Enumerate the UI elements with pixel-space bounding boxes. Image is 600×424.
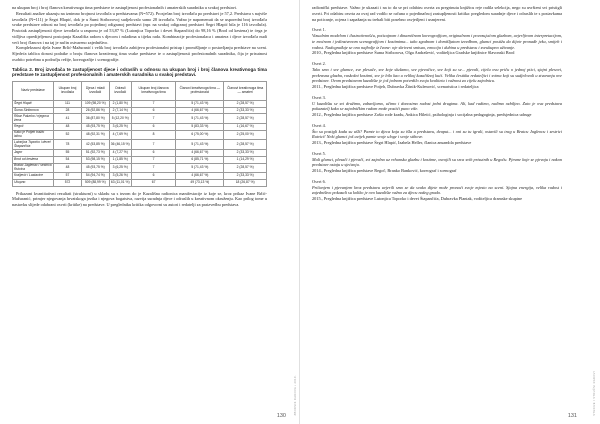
review-credit: 2014., Pregledna knjižica predstave Regoč, Branko Banković, koreograf i scenograf	[312, 168, 457, 173]
table-cell: 18 (26,87 %)	[224, 179, 267, 186]
table-row	[13, 107, 267, 114]
review-text: U kazalištu se svi družimo, zabavljamo, učimo i donosimo radost jedni drugima. Ali, kad radimo, radimo ozbiljno. Zato je ova predstava pokazatelj kako se zajedničkim radom može postići puno više.	[312, 100, 562, 112]
running-vertical-title: STUDIJE I STRUČNI RADOVI	[593, 371, 596, 416]
table-cell: 4 (7,69 %)	[109, 130, 131, 140]
table-row	[13, 179, 267, 186]
table-body	[13, 100, 267, 186]
performers-table	[12, 81, 267, 187]
table-cell: 2 (7,14 %)	[109, 107, 131, 114]
table-cell: 2 (33,33 %)	[224, 173, 267, 180]
paragraph: radionički predstave. Važno je ukazati i na to da se pri odabiru osvrta za pregrinutu knjižicu reje radila selekcija, nego su uvršteni svi pristigli osvrti. Pri odabiru osvrta za ovaj rad vodilo se računa o pojedinačnoj zastupljenosti kritika: pregledom suradnje djece i odraslih te s postavkama na poticanje, ocjena i zapažanja su trebali biti posebno osvjetljeni i usmjereni.	[312, 5, 562, 22]
table-row	[13, 114, 267, 124]
table-cell-title: Ukupno	[13, 179, 54, 186]
table-cell-title: Kraljević i Lastavice	[13, 173, 54, 180]
table-cell: 4 (66,67 %)	[176, 107, 224, 114]
table-cell: 2 (33,33 %)	[224, 150, 267, 157]
table-cell: 7	[131, 100, 176, 107]
table-cell-title: Šuma Striborova	[13, 107, 54, 114]
table-cell: 6	[131, 150, 176, 157]
table-cell: 572	[54, 179, 82, 186]
left-column	[12, 5, 267, 208]
table-cell: 28	[54, 107, 82, 114]
table-cell: 63 (11,01 %)	[109, 179, 131, 186]
table-cell: 3 (6,25 %)	[109, 124, 131, 131]
table-cell: 48 (92,31 %)	[82, 130, 110, 140]
table-cell: 36 (46,15 %)	[109, 140, 131, 150]
review-text: Mali glumci, plesači i pjevači, svi zajedno uz vrhunsku glazbu i kostime, osvojili su srca svih prisutnih u Regoču. Pjesme koje se pjevaju i nakon predstave ostaju u sjećanju.	[312, 156, 562, 168]
table-cell-title: Bratac Jaglenac i sestrica Rutvica	[14, 162, 52, 171]
table-cell: 509 (88,99 %)	[82, 179, 110, 186]
table-cell: 2 (33,33 %)	[224, 107, 267, 114]
table-cell: 5 (71,43 %)	[176, 140, 224, 150]
table-cell: 7	[131, 140, 176, 150]
table-cell: 2 (28,57 %)	[224, 140, 267, 150]
paragraph: Kompleksnost djela Ivane Brlić-Mažuranić i velik broj izvođača zahtijeva profesionalni pristup i promišljanje o postavljanju predstave na sceni. Sljedeća tablica donosi podatke o broju članova kreativnog tima svake predstave te o zastupljenosti profesionalnih suradnika, čija je prisutnost osobito potrebna u području režije, koreografije i scenografije.	[12, 45, 267, 62]
table-cell-title: Brod od kestena	[13, 156, 54, 163]
table-cell: 41	[54, 114, 82, 124]
paragraph: na ukupan broj i broj članova kreativnoga tima predstave te zastupljenost profesionalnih i amaterskih suradnika u svakoj predstavi.	[12, 5, 238, 10]
table-cell: 4 (66,67 %)	[176, 173, 224, 180]
table-cell: 54 (94,74 %)	[82, 173, 110, 180]
table-cell: 2 (1,80 %)	[109, 100, 131, 107]
table-row	[13, 150, 267, 157]
table-header: Članovi kreativnoga tima — amateri	[224, 82, 267, 101]
table-header: Djeca i mladi izvođači	[82, 82, 110, 101]
review-credit: 2013., Pregledna knjižica predstave Šegrt Hlapić, Izabela Heller, članica ansambla predstave	[312, 140, 472, 145]
review-heading: Osvrt 2.	[312, 61, 326, 66]
table-cell: 6 (85,71 %)	[176, 156, 224, 163]
table-cell: 7	[131, 163, 176, 173]
review-text: Tako smo i sve glumce, sve plesače, sve koje slušamo, sve pjevačice, sve koji su se... pjevali, cijelu ovu priču o jednoj ptici, sjajni plesovi, prekrasna glazba, raskošni kostimi, sve je bilo kao u velikoj kazališnoj kući. Velika čestitka redateljici i svima koji su sudjelovali u stvaranju ove predstave. Ovom predstavom kazalište je još jednom potvrdilo svoju kvalitetu i važnost za cijelu zajednicu.	[312, 66, 562, 84]
paragraph: Prikazani kvantitativni rezultati (strukturni) u skladu su s tezom do je Kazališna radionica manifestacije iz koje se, kroz prikaz Ivane Brlić-Mažuranić, primjer njegovanja hrvatskoga jezika i njegova bogatstva, razvija suradnja djece i odraslih u kreativnom okruženju. Kao prilog tome u nastavku slijede odabrani osvrti (kritike) na predstave. U pregledniku kritika odgovorni su autori i redatelji za praizvedbu predstava.	[12, 190, 267, 208]
page-number: 130	[276, 413, 286, 419]
table-cell: 4 (66,67 %)	[176, 150, 224, 157]
table-cell: 78	[54, 140, 82, 150]
table-cell: 51 (92,73 %)	[82, 150, 110, 157]
table-cell: 48	[54, 124, 82, 131]
table-cell: 3 (6,25 %)	[109, 163, 131, 173]
review-credit: 2010., Pregledna knjižica predstave Šuma Striborova, Olga Andrašević, voditeljica Gradske knjižnice Slavonski Brod	[312, 50, 515, 56]
table-cell: 1 (1,85 %)	[109, 156, 131, 163]
review-heading: Osvrt 4.	[312, 122, 326, 128]
table-header: Ukupan broj izvođača	[54, 82, 82, 101]
review-credit: 2012., Pregledna knjižica predstave Zašto rode kradu, Ankica Hiletić, psihologinja i socijalna pedagoginja, predsjednica udruge	[312, 112, 532, 117]
table-cell-title: Ribar Palunko i njegova žena	[13, 114, 54, 124]
table-cell: 5 (12,20 %)	[109, 114, 131, 124]
table-cell: 57	[54, 173, 82, 180]
table-row	[13, 100, 267, 107]
table-cell: 5 (71,43 %)	[176, 100, 224, 107]
review-text: Pričanjem i pjevanjem kroz predstavu uvjerili smo se da svako dijete može pronaći svoje mjesto na sceni. Sjajna energija, velika radost i zajedništvo pokazali su koliko je ovo kazalište važno za djecu našeg grada.	[312, 184, 562, 196]
table-cell: 36 (87,80 %)	[82, 114, 110, 124]
table-cell: 2 (28,57 %)	[224, 163, 267, 173]
table-header: Odrasli izvođači	[109, 82, 131, 101]
table-cell-title: Kako je Potjeh tražio istinu	[13, 130, 54, 140]
page-number: 131	[567, 413, 577, 419]
table-row	[13, 130, 267, 140]
table-cell: 54	[54, 156, 82, 163]
table-cell: 2 (25,00 %)	[224, 130, 267, 140]
table-cell: 2 (28,57 %)	[224, 100, 267, 107]
table-cell: 45 (93,75 %)	[82, 124, 110, 131]
table-cell: 53 (98,15 %)	[82, 156, 110, 163]
table-row	[13, 124, 267, 131]
table-row	[13, 163, 267, 173]
table-header: Članovi kreativnoga tima — profesionalci	[176, 82, 224, 101]
running-vertical-title: ZBORNIK RADOVA • 2019.	[294, 375, 297, 416]
right-column	[312, 5, 562, 202]
table-cell: 7	[131, 156, 176, 163]
table-cell: 4 (7,27 %)	[109, 150, 131, 157]
review-heading: Osvrt 6.	[312, 178, 326, 184]
table-cell-title: Jagor	[13, 150, 54, 157]
table-cell-title: Šegrt Hlapić	[13, 100, 54, 107]
table-cell: 5 (71,43 %)	[176, 163, 224, 173]
table-row	[13, 173, 267, 180]
table-cell: 7	[131, 114, 176, 124]
paragraph: Rezultati analize ukazuju na iznimno brojnost izvođača u predstavama (N=572). Prosječan broj izvođača po predstavi je 57,2. Predstava s najviše izvođača (N=111) je Šegrt Hlapić, dok je u Šumi Striborovoj sudjelovalo samo 28 izvođača. Važno je napomenuti da se usporedni broj izvođača svake predstave odnosi na broj izvođača po pojedinoj odigranoj predstavi (npr. na svakoj odigranoj predstavi Šegrt Hlapić bila je 116 izvođača). Postotak zastupljenosti djece izvođača u rasponu je od 53,87 % (Lutonjica Toporko i devet Štapančića) do 98,16 % (Brod od kestena) te ćega je vidljiva opredijeljenost postojanja Kazališta radom s djecom i mladima u tijeku rada. Kombinacije profesionalaca i amatera i djece izvođača nudi veći broj članova i na taj je način ostvareno zajedništvo.	[12, 10, 267, 45]
right-page	[300, 0, 600, 424]
table-header: Naziv predstave	[13, 82, 54, 101]
table-cell: 6	[131, 173, 176, 180]
table-cell: 48	[54, 163, 82, 173]
table-cell: 111	[54, 100, 82, 107]
table-header: Ukupan broj članova kreativnoga tima	[131, 82, 176, 101]
table-caption: Tablica 2. Broj izvođača te zastupljenost djece i odraslih u odnosu na ukupan broj i broj članova kreativnoga tima predstave te zastupljenost profesionalnih i amaterskih suradnika u svakoj predstavi.	[12, 66, 267, 78]
table-cell: 1 (16,67 %)	[224, 124, 267, 131]
table-cell: 6	[131, 107, 176, 114]
table-cell: 5 (71,43 %)	[176, 114, 224, 124]
table-cell: 49 (73,13 %)	[176, 179, 224, 186]
review-text: Vizualnim modelom i ilustrativnošću, poticajnom i dinamičnom koreografijom, originalnom i povezujućom glazbom, uvjerljivom interpretacijom, te moćnom i jedinstvenom scenografijom i kostimima... tako zgodnom i domišljatom izvedbom, glumci postižu da dijete pronađe jeku, smijeh i radost. Nadograđuje se ono najbolje iz Ivane: nje skriveni smisao, emocija i dubina u predstavu i sveukupno uživanje.	[312, 33, 562, 50]
review-heading: Osvrt 1.	[312, 27, 326, 33]
table-header-row	[13, 82, 267, 101]
table-row	[13, 140, 267, 150]
review-heading: Osvrt 3.	[312, 94, 326, 100]
table-cell-title: Regoč	[13, 124, 54, 131]
review-credit: 2011., Pregledna knjižica predstave Potjeh, Dubravka Žitnik-Kulenović, scenaristica i redateljica	[312, 84, 479, 89]
table-cell: 67	[131, 179, 176, 186]
table-cell: 8	[131, 130, 176, 140]
table-cell: 2 (28,57 %)	[224, 114, 267, 124]
table-cell: 52	[54, 130, 82, 140]
table-cell: 6 (75,00 %)	[176, 130, 224, 140]
table-cell: 5 (83,33 %)	[176, 124, 224, 131]
table-cell: 6	[131, 124, 176, 131]
table-cell: 109 (98,20 %)	[82, 100, 110, 107]
table-cell: 45 (93,75 %)	[82, 163, 110, 173]
table-cell: 26 (92,86 %)	[82, 107, 110, 114]
review-text: Što su postigli kada su ušli? Pamte to djeca koja su išla u predstavu, dvaput... i oni su tu igrali, ostavili su trag u Bratcu Jaglencu i sestrici Rutvici! Neki glumci još uvijek pamte svoje uloge i svoje stihove.	[312, 128, 562, 140]
table-cell: 55	[54, 150, 82, 157]
table-cell: 3 (5,26 %)	[109, 173, 131, 180]
table-cell: 1 (14,29 %)	[224, 156, 267, 163]
table-cell-title: Lutonjica Toporko i devet Štapančića	[13, 140, 54, 150]
review-heading: Osvrt 5.	[312, 150, 326, 156]
review-credit: 2015., Pregledna knjižica predstave Lutonjica Toporko i devet Štapančića, Dubravka Plantak, voditeljica dramske skupine	[312, 196, 522, 201]
table-cell: 42 (53,85 %)	[82, 140, 110, 150]
